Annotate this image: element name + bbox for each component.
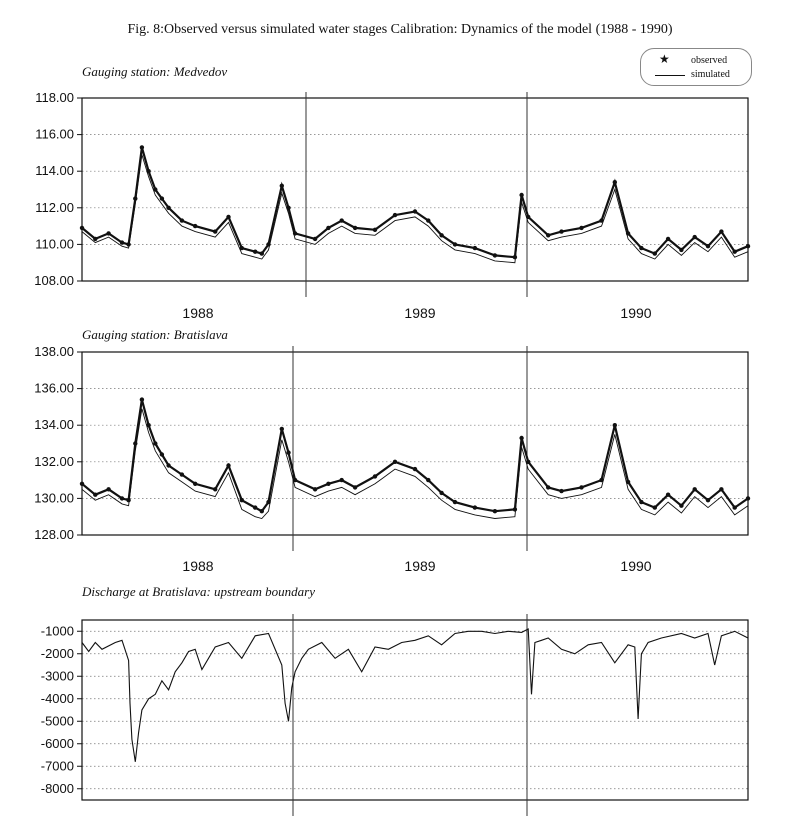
data-point-observed — [153, 441, 157, 445]
data-point-observed — [106, 487, 110, 491]
y-tick-label: -1000 — [40, 623, 74, 639]
data-point-observed — [226, 215, 230, 219]
data-point-observed — [80, 482, 84, 486]
data-point-observed — [439, 491, 443, 495]
data-point-observed — [120, 496, 124, 500]
data-point-observed — [746, 496, 750, 500]
data-point-observed — [579, 485, 583, 489]
data-point-observed — [340, 478, 344, 482]
figure-title: Fig. 8:Observed versus simulated water stages Calibration: Dynamics of the model (1988 - 1990) — [127, 22, 673, 37]
data-point-observed — [260, 251, 264, 255]
data-point-observed — [106, 231, 110, 235]
data-point-observed — [253, 505, 257, 509]
data-point-observed — [653, 505, 657, 509]
legend-observed-label: observed — [691, 55, 728, 66]
plot-frame — [82, 98, 748, 281]
data-point-observed — [746, 244, 750, 248]
data-point-observed — [613, 180, 617, 184]
data-point-observed — [280, 427, 284, 431]
data-point-observed — [439, 233, 443, 237]
year-label: 1988 — [182, 305, 214, 321]
data-point-observed — [213, 229, 217, 233]
data-point-observed — [160, 196, 164, 200]
panel-title-medvedov: Gauging station: Medvedov — [82, 64, 228, 79]
data-point-observed — [180, 472, 184, 476]
y-tick-label: -3000 — [40, 668, 74, 684]
data-point-observed — [140, 145, 144, 149]
data-point-observed — [80, 226, 84, 230]
y-tick-label: -7000 — [40, 758, 74, 774]
data-point-observed — [666, 493, 670, 497]
data-point-observed — [733, 505, 737, 509]
data-point-observed — [260, 509, 264, 513]
y-tick-label: 112.00 — [35, 199, 74, 215]
data-point-observed — [340, 218, 344, 222]
data-point-observed — [313, 237, 317, 241]
data-point-observed — [473, 246, 477, 250]
year-label: 1989 — [404, 558, 436, 574]
data-point-observed — [453, 242, 457, 246]
data-point-observed — [693, 487, 697, 491]
y-tick-label: -2000 — [40, 645, 74, 661]
data-point-observed — [613, 423, 617, 427]
observed-marker-icon: ★ — [659, 52, 670, 66]
data-point-observed — [559, 489, 563, 493]
y-tick-label: 108.00 — [34, 273, 74, 288]
data-point-observed — [519, 193, 523, 197]
data-point-observed — [326, 482, 330, 486]
y-tick-label: -4000 — [40, 690, 74, 706]
year-label: 1990 — [620, 558, 652, 574]
data-point-observed — [639, 246, 643, 250]
data-point-observed — [493, 253, 497, 257]
data-point-observed — [426, 478, 430, 482]
data-point-observed — [353, 485, 357, 489]
data-point-observed — [226, 463, 230, 467]
data-point-observed — [133, 196, 137, 200]
data-point-observed — [373, 228, 377, 232]
data-point-observed — [140, 397, 144, 401]
data-point-observed — [166, 206, 170, 210]
data-point-observed — [413, 209, 417, 213]
data-point-observed — [453, 500, 457, 504]
data-point-observed — [719, 229, 723, 233]
data-point-observed — [93, 493, 97, 497]
y-tick-label: 130.00 — [34, 490, 74, 506]
data-point-observed — [733, 250, 737, 254]
data-point-observed — [493, 509, 497, 513]
y-tick-label: 134.00 — [34, 417, 74, 433]
y-tick-label: -8000 — [40, 780, 74, 796]
year-label: 1990 — [620, 305, 652, 321]
y-tick-label: -5000 — [40, 713, 74, 729]
data-point-observed — [193, 482, 197, 486]
y-tick-label: -6000 — [40, 735, 74, 751]
y-tick-label: 128.00 — [34, 527, 74, 542]
data-point-observed — [513, 507, 517, 511]
data-point-observed — [666, 237, 670, 241]
data-point-observed — [253, 250, 257, 254]
data-point-observed — [579, 226, 583, 230]
data-point-observed — [639, 500, 643, 504]
data-point-observed — [313, 487, 317, 491]
data-point-observed — [679, 248, 683, 252]
y-tick-label: 118.00 — [35, 90, 74, 105]
y-tick-label: 116.00 — [35, 126, 74, 142]
y-tick-label: 136.00 — [34, 380, 74, 396]
legend-simulated-label: simulated — [691, 69, 730, 80]
panel-title-discharge: Discharge at Bratislava: upstream boundary — [82, 584, 316, 599]
data-point-observed — [413, 467, 417, 471]
data-point-observed — [280, 184, 284, 188]
data-point-observed — [706, 244, 710, 248]
plot-frame — [82, 620, 748, 800]
data-point-observed — [519, 436, 523, 440]
series-line-observed — [82, 400, 748, 512]
data-point-observed — [286, 450, 290, 454]
series-line-discharge — [82, 629, 748, 762]
plot-frame — [82, 352, 748, 535]
data-point-observed — [393, 213, 397, 217]
data-point-observed — [126, 498, 130, 502]
data-point-observed — [706, 498, 710, 502]
data-point-observed — [180, 218, 184, 222]
data-point-observed — [693, 235, 697, 239]
data-point-observed — [213, 487, 217, 491]
data-point-observed — [679, 504, 683, 508]
data-point-observed — [426, 218, 430, 222]
y-tick-label: 138.00 — [34, 344, 74, 359]
data-point-observed — [166, 463, 170, 467]
data-point-observed — [373, 474, 377, 478]
panel-title-bratislava: Gauging station: Bratislava — [82, 327, 228, 342]
series-line-observed — [82, 147, 748, 257]
data-point-observed — [393, 460, 397, 464]
data-point-observed — [160, 452, 164, 456]
data-point-observed — [193, 224, 197, 228]
y-tick-label: 110.00 — [35, 236, 74, 252]
data-point-observed — [546, 233, 550, 237]
data-point-observed — [473, 505, 477, 509]
y-tick-label: 132.00 — [34, 453, 74, 469]
y-tick-label: 114.00 — [35, 163, 74, 179]
data-point-observed — [559, 229, 563, 233]
data-point-observed — [93, 237, 97, 241]
data-point-observed — [719, 487, 723, 491]
data-point-observed — [353, 226, 357, 230]
data-point-observed — [326, 226, 330, 230]
year-label: 1988 — [182, 558, 214, 574]
data-point-observed — [240, 498, 244, 502]
year-label: 1989 — [404, 305, 436, 321]
data-point-observed — [546, 485, 550, 489]
data-point-observed — [653, 251, 657, 255]
data-point-observed — [120, 240, 124, 244]
